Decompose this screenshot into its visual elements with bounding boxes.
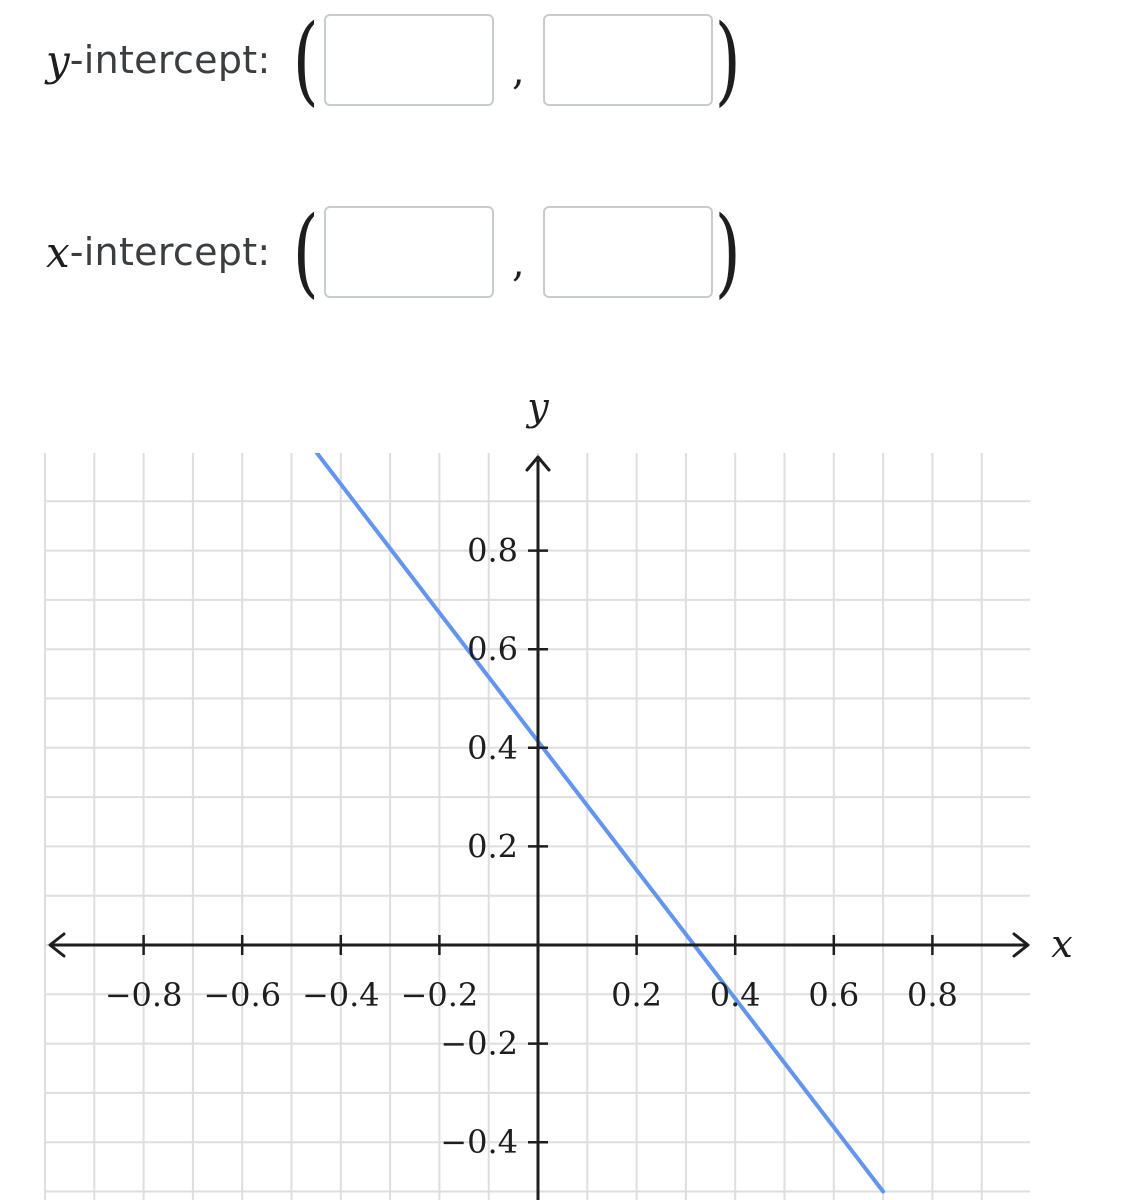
series-layer [316, 452, 883, 1192]
x-tick-label: 0.4 [709, 976, 761, 1014]
x-tick-label: −0.2 [400, 976, 479, 1014]
series-line [316, 452, 883, 1192]
y-tick-label: −0.2 [440, 1024, 518, 1063]
x-tick-label: −0.4 [301, 976, 380, 1014]
y-tick-label: 0.2 [467, 827, 518, 866]
y-axis-label: y [527, 385, 549, 429]
x-axis-label: x [1051, 922, 1073, 966]
x-tick-label: −0.6 [203, 976, 282, 1014]
x-intercept-label: -intercept: [69, 230, 271, 274]
y-tick-label: 0.4 [467, 728, 518, 767]
close-paren: ) [714, 4, 741, 116]
y-tick-label: 0.8 [467, 531, 518, 570]
x-tick-label: 0.6 [808, 976, 860, 1014]
open-paren: ( [292, 4, 319, 116]
axes [50, 457, 1028, 1200]
y-tick-label: −0.4 [440, 1123, 518, 1162]
y-tick-label: 0.6 [467, 630, 518, 669]
comma: , [512, 48, 525, 94]
y-variable: y [46, 35, 70, 85]
comma: , [511, 240, 525, 286]
y-intercept-label: -intercept: [69, 38, 271, 82]
open-paren: ( [292, 196, 319, 308]
x-tick-label: 0.8 [906, 976, 958, 1014]
x-tick-label: 0.2 [611, 976, 663, 1014]
x-tick-label: −0.8 [104, 976, 183, 1014]
x-variable: x [46, 227, 70, 277]
close-paren: ) [714, 196, 741, 308]
